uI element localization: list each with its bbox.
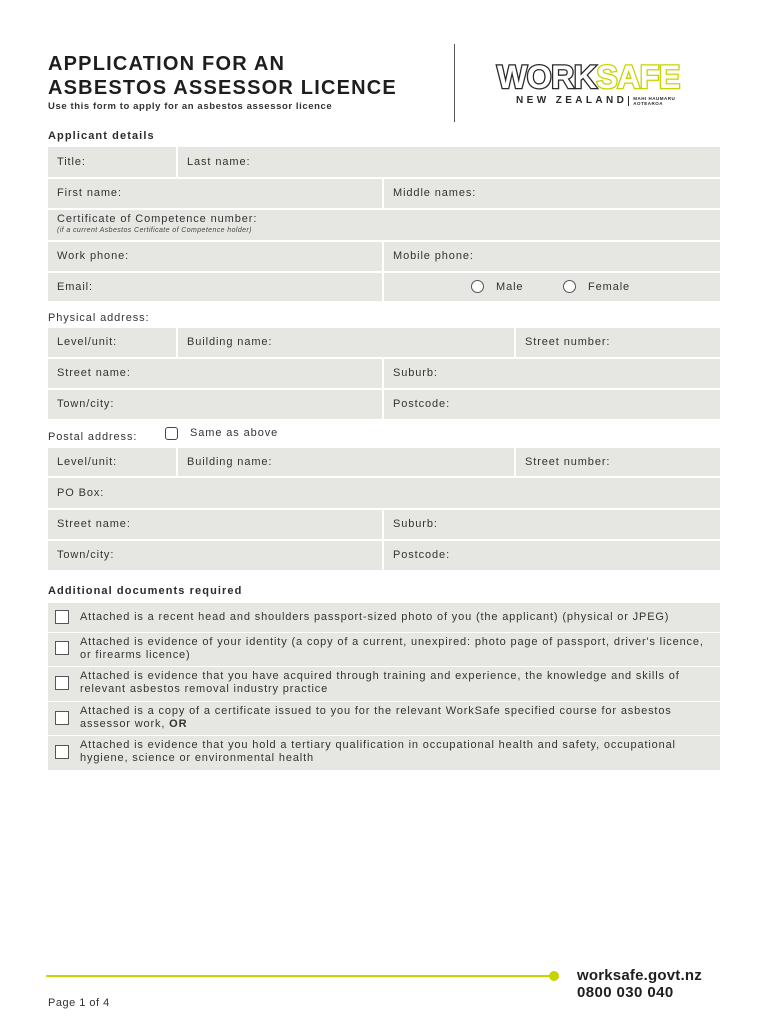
coc-number-label: Certificate of Competence number: — [57, 213, 258, 225]
document-checkbox[interactable] — [55, 610, 69, 624]
po-box-field[interactable] — [48, 478, 720, 508]
male-label: Male — [496, 280, 524, 293]
page-title — [48, 52, 397, 100]
postal-level-field[interactable] — [48, 448, 176, 476]
postal-street-number-field[interactable] — [516, 448, 720, 476]
document-text: Attached is evidence that you hold a tertiary qualification in occupational health and safety, occupational hygiene, science or environmental health — [80, 739, 676, 764]
last-name-label: Last name: — [187, 156, 251, 168]
physical-level-label: Level/unit: — [57, 336, 118, 348]
first-name-label: First name: — [57, 187, 122, 199]
document-text-wrap — [80, 705, 706, 731]
physical-street-number-field[interactable] — [516, 328, 720, 357]
logo-maori-line-1: MAHI HAUMARU — [633, 95, 676, 101]
middle-names-label: Middle names: — [393, 187, 477, 199]
title-field[interactable] — [48, 147, 176, 177]
physical-building-label: Building name: — [187, 336, 273, 348]
mobile-phone-label: Mobile phone: — [393, 250, 474, 262]
postal-postcode-label: Postcode: — [393, 549, 451, 561]
document-text-emphasis: OR — [169, 718, 188, 730]
footer-phone: 0800 030 040 — [577, 984, 674, 1001]
applicant-details-heading: Applicant details — [48, 130, 155, 142]
document-item — [48, 736, 720, 770]
postal-street-name-field[interactable] — [48, 510, 382, 539]
physical-street-name-label: Street name: — [57, 367, 131, 379]
postal-street-name-label: Street name: — [57, 518, 131, 530]
postal-suburb-field[interactable] — [384, 510, 720, 539]
first-name-field[interactable] — [48, 179, 382, 208]
physical-building-field[interactable] — [178, 328, 514, 357]
page-number: Page 1 of 4 — [48, 997, 110, 1009]
email-label: Email: — [57, 281, 93, 293]
last-name-field[interactable] — [178, 147, 720, 177]
physical-postcode-label: Postcode: — [393, 398, 451, 410]
document-text: Attached is evidence of your identity (a copy of a current, unexpired: photo page of passport, driver's licence, or firearms licence) — [80, 636, 704, 661]
document-item — [48, 667, 720, 701]
physical-suburb-label: Suburb: — [393, 367, 438, 379]
postal-address-heading: Postal address: — [48, 431, 138, 443]
footer-website: worksafe.govt.nz — [577, 967, 702, 984]
logo-separator — [628, 96, 629, 106]
male-radio[interactable] — [471, 280, 484, 293]
physical-town-label: Town/city: — [57, 398, 115, 410]
middle-names-field[interactable] — [384, 179, 720, 208]
physical-suburb-field[interactable] — [384, 359, 720, 388]
po-box-label: PO Box: — [57, 487, 105, 499]
mobile-phone-field[interactable] — [384, 242, 720, 271]
title-label: Title: — [57, 156, 86, 168]
document-item — [48, 702, 720, 735]
female-radio[interactable] — [563, 280, 576, 293]
logo-country: NEW ZEALAND — [516, 95, 628, 106]
physical-postcode-field[interactable] — [384, 390, 720, 419]
document-text: Attached is evidence that you have acquired through training and experience, the knowledge and skills of relevant asbestos removal industry practice — [80, 670, 680, 695]
female-label: Female — [588, 280, 631, 293]
form-subtitle: Use this form to apply for an asbestos assessor licence — [48, 101, 333, 112]
postal-building-label: Building name: — [187, 456, 273, 468]
work-phone-label: Work phone: — [57, 250, 130, 262]
postal-street-number-label: Street number: — [525, 456, 611, 468]
coc-number-note: (if a current Asbestos Certificate of Competence holder) — [57, 227, 252, 234]
logo-safe: SAFE — [596, 59, 680, 95]
work-phone-field[interactable] — [48, 242, 382, 271]
postal-town-label: Town/city: — [57, 549, 115, 561]
header-divider — [454, 44, 455, 122]
document-item — [48, 603, 720, 632]
document-item — [48, 633, 720, 666]
postal-town-field[interactable] — [48, 541, 382, 570]
postal-postcode-field[interactable] — [384, 541, 720, 570]
postal-building-field[interactable] — [178, 448, 514, 476]
same-as-above-checkbox[interactable] — [165, 427, 178, 440]
postal-level-label: Level/unit: — [57, 456, 118, 468]
title-line-2: ASBESTOS ASSESSOR LICENCE — [48, 77, 397, 99]
physical-street-name-field[interactable] — [48, 359, 382, 388]
title-line-1: APPLICATION FOR AN — [48, 53, 286, 75]
document-text: Attached is a copy of a certificate issued to you for the relevant WorkSafe specified course for asbestos assessor work, — [80, 705, 672, 730]
footer-accent-dot — [549, 971, 559, 981]
postal-suburb-label: Suburb: — [393, 518, 438, 530]
physical-level-field[interactable] — [48, 328, 176, 357]
document-checkbox[interactable] — [55, 641, 69, 655]
email-field[interactable] — [48, 273, 382, 301]
logo-maori-name — [633, 96, 675, 106]
document-text: Attached is a recent head and shoulders passport-sized photo of you (the applicant) (physical or JPEG) — [80, 611, 670, 623]
logo-maori-line-2: AOTEAROA — [633, 100, 664, 106]
physical-town-field[interactable] — [48, 390, 382, 419]
document-checkbox[interactable] — [55, 676, 69, 690]
gender-option-female[interactable] — [563, 280, 630, 293]
document-checkbox[interactable] — [55, 745, 69, 759]
gender-field — [384, 273, 720, 301]
physical-address-heading: Physical address: — [48, 312, 150, 324]
worksafe-logo — [497, 59, 680, 106]
coc-number-field[interactable] — [48, 210, 720, 240]
additional-documents-heading: Additional documents required — [48, 585, 243, 597]
same-as-above-label: Same as above — [190, 427, 279, 439]
gender-option-male[interactable] — [471, 280, 523, 293]
document-checkbox[interactable] — [55, 711, 69, 725]
physical-street-number-label: Street number: — [525, 336, 611, 348]
footer-accent-line — [46, 975, 552, 977]
logo-work: WORK — [497, 59, 597, 95]
